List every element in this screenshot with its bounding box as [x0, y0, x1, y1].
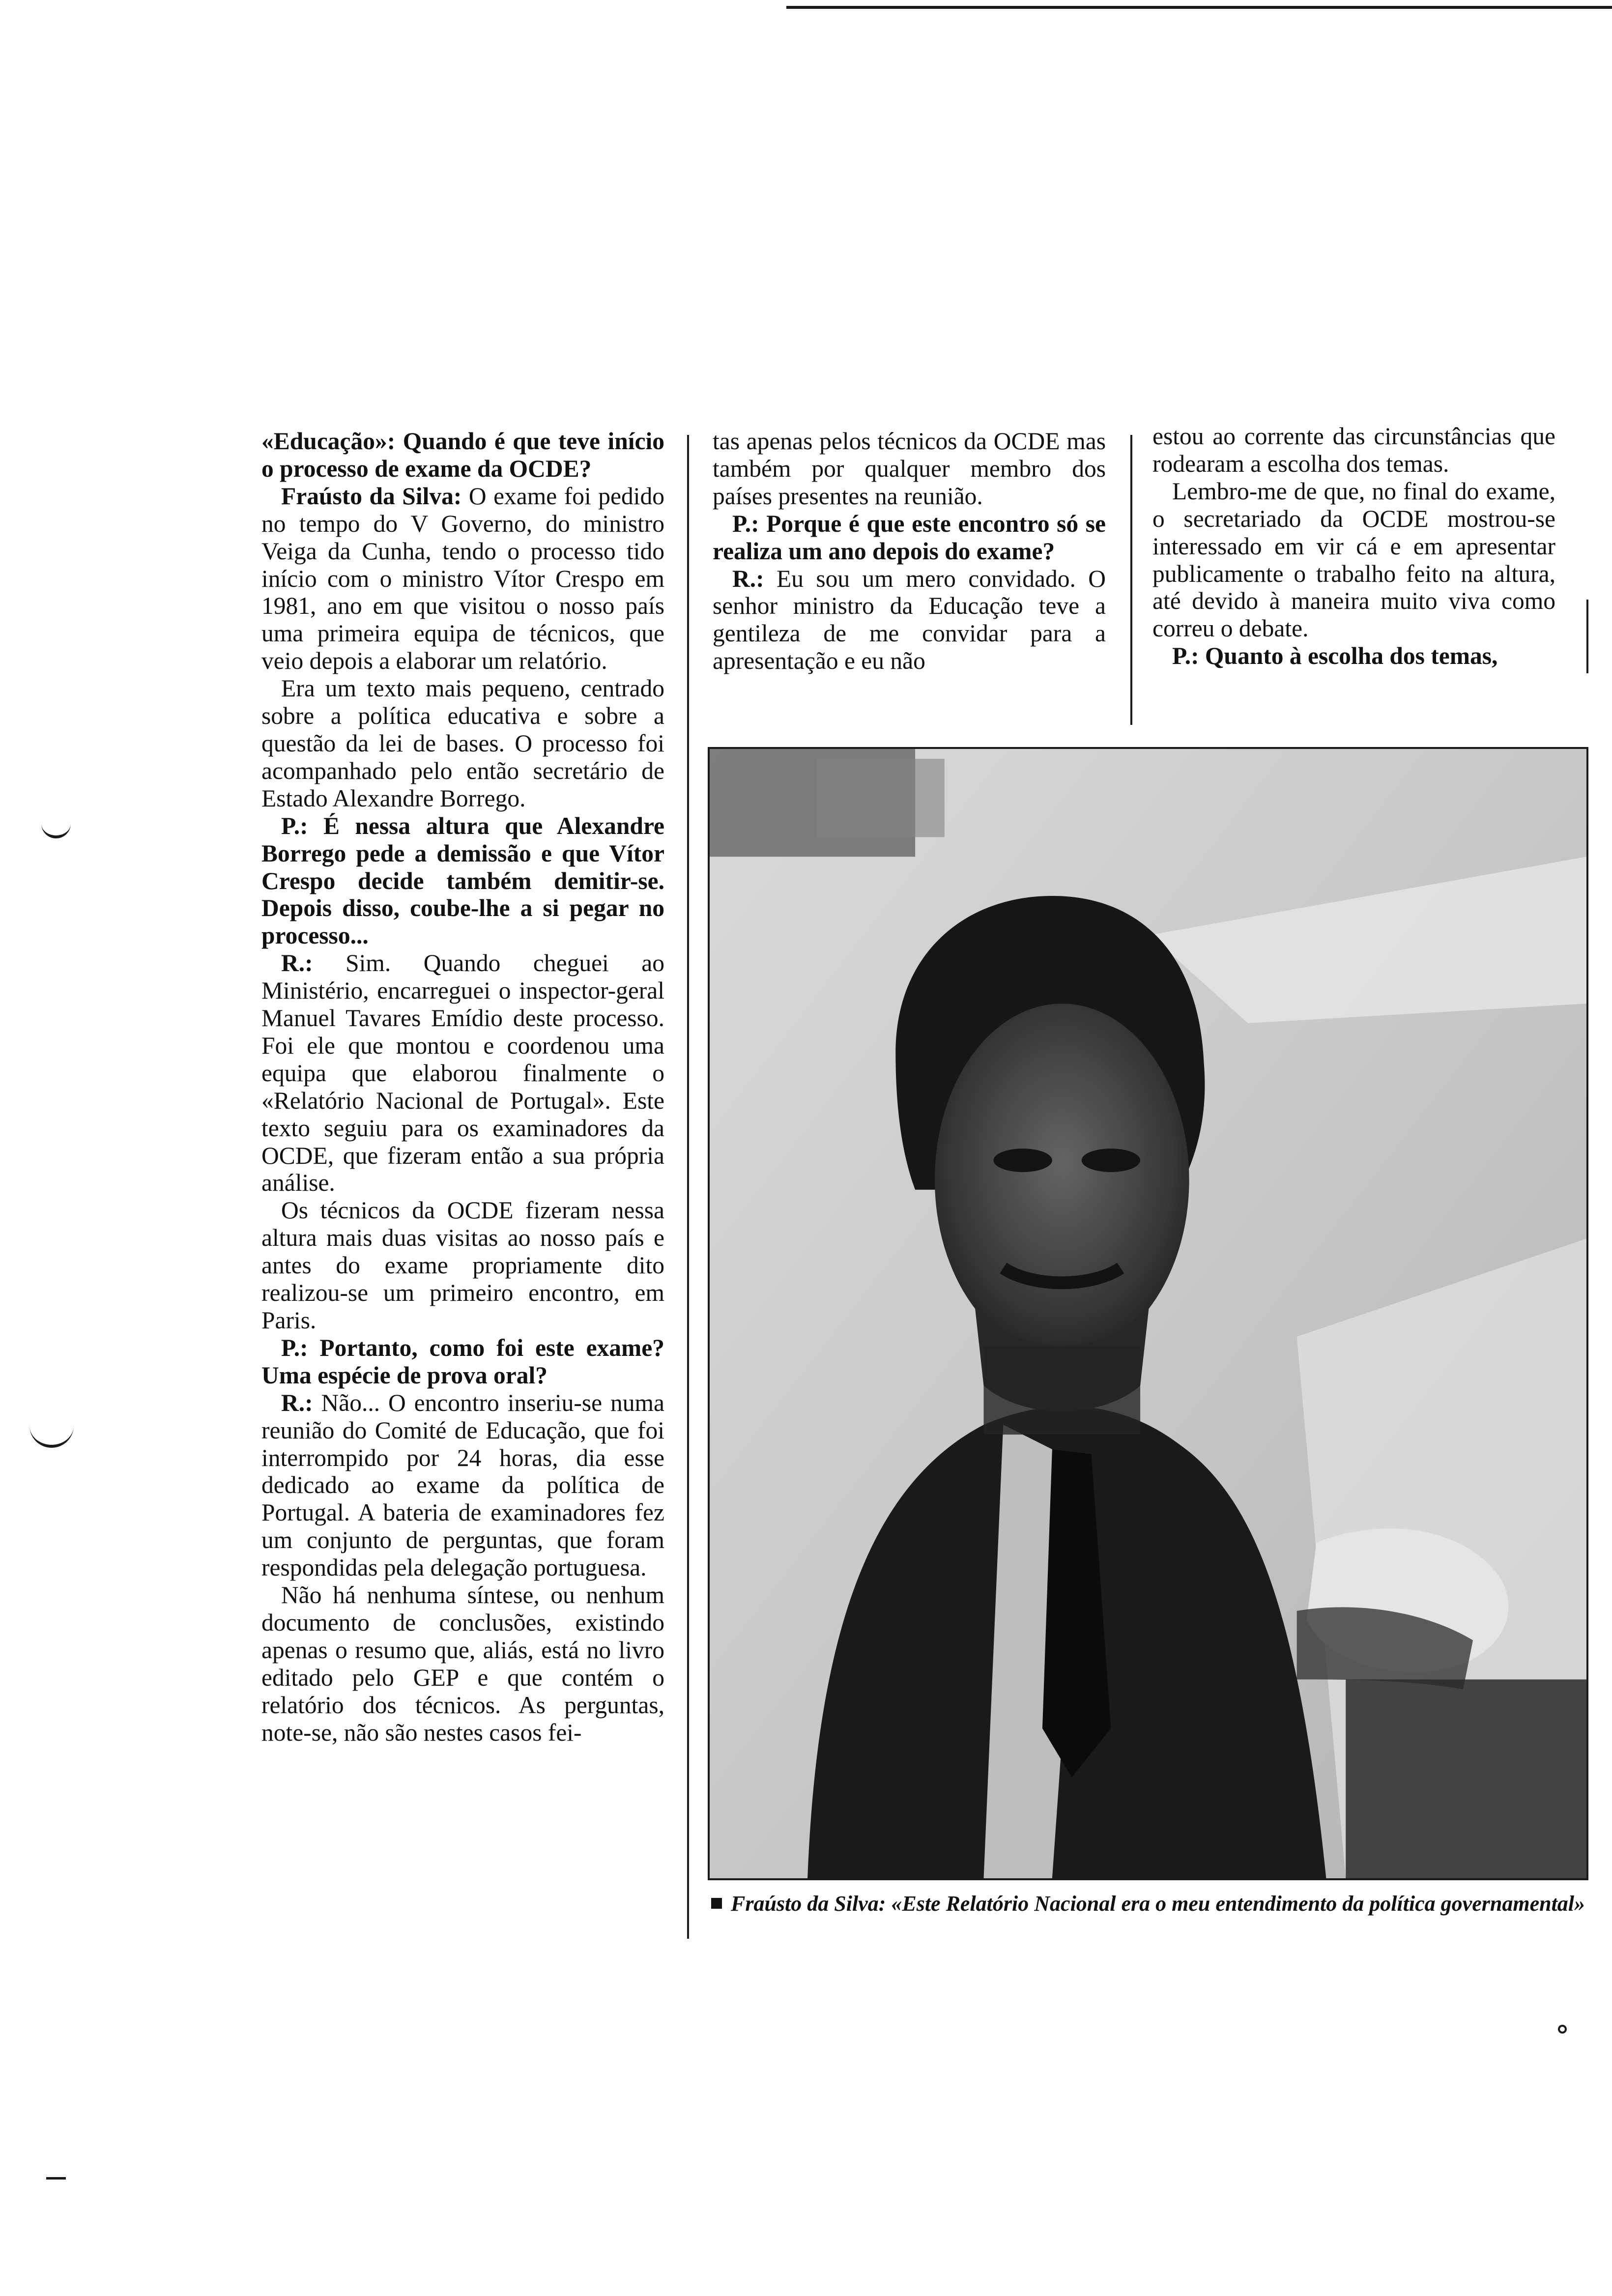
paragraph-1 — [261, 428, 664, 483]
paragraph-text: Não... O encontro inseriu-se numa reunião do Comité de Educação, que foi interrompido por 24 horas, dia esse dedicado ao exame da política de Portugal. A bateria de examinadores fez um conjunto de perguntas, que foram respondidas pela delegação portuguesa. — [261, 1389, 664, 1581]
paragraph-3 — [713, 565, 1106, 675]
paragraph-2 — [1152, 478, 1555, 642]
answer-lead: R.: — [732, 565, 764, 592]
paragraph-3 — [261, 675, 664, 812]
paragraph-3 — [1152, 642, 1555, 670]
paragraph-text: Lembro-me de que, no final do exame, o secretariado da OCDE mostrou-se interessado em vir cá e em apresentar publicamente o trabalho feito na altura, até devido à maneira muito viva como correu o debate. — [1152, 477, 1555, 642]
margin-mark — [46, 2177, 66, 2180]
question-lead: «Educação»: Quando é que teve início o processo de exame da OCDE? — [261, 428, 664, 482]
paragraph-text: Os técnicos da OCDE fizeram nessa altura mais duas visitas ao nosso país e antes do exame propriamente dito realizou-se um primeiro encontro, em Paris. — [261, 1197, 664, 1334]
portrait-illustration — [710, 749, 1586, 1878]
margin-rule — [1586, 600, 1588, 673]
portrait-photo — [708, 747, 1588, 1880]
paragraph-2 — [261, 483, 664, 675]
margin-mark — [1558, 2025, 1567, 2034]
paragraph-text: tas apenas pelos técnicos da OCDE mas também por qualquer membro dos países presentes na reunião. — [713, 428, 1106, 510]
answer-lead: R.: — [281, 949, 313, 977]
column-divider — [687, 435, 689, 1939]
paragraph-6 — [261, 1197, 664, 1334]
paragraph-5 — [261, 949, 664, 1197]
paragraph-7 — [261, 1334, 664, 1389]
paragraph-text: Sim. Quando cheguei ao Ministério, encarreguei o inspector-geral Manuel Tavares Emídio deste processo. Foi ele que montou e coordenou uma equipa que elaborou finalmente o «Relatório Nacional de Portugal». Este texto seguiu para os examinadores da OCDE, que fizeram então a sua própria análise. — [261, 949, 664, 1197]
article-column-3 — [1152, 423, 1555, 727]
question-lead: P.: Quanto à escolha dos temas, — [1172, 642, 1498, 670]
paragraph-8 — [261, 1389, 664, 1581]
paragraph-text: estou ao corrente das circunstâncias que rodearam a escolha dos temas. — [1152, 423, 1555, 477]
question-lead: P.: É nessa altura que Alexandre Borrego pede a demissão e que Vítor Crespo decide também demitir-se. Depois disso, coube-lhe a si pegar no processo... — [261, 812, 664, 949]
article-column-1 — [261, 428, 664, 1922]
caption-bullet-icon — [711, 1898, 722, 1909]
paragraph-text: O exame foi pedido no tempo do V Governo, do ministro Veiga da Cunha, tendo o processo tido início com o ministro Vítor Crespo em 1981, ano em que visitou o nosso país uma primeira equipa de técnicos, que veio depois a elaborar um relatório. — [261, 482, 664, 675]
question-lead: P.: Porque é que este encontro só se realiza um ano depois do exame? — [713, 510, 1106, 565]
caption-text: Fraústo da Silva: «Este Relatório Nacional era o meu entendimento da política governamental» — [730, 1892, 1585, 1916]
question-lead: P.: Portanto, como foi este exame? Uma espécie de prova oral? — [261, 1334, 664, 1389]
paragraph-1 — [713, 428, 1106, 510]
speaker-lead: Fraústo da Silva: — [281, 482, 462, 510]
answer-lead: R.: — [281, 1389, 313, 1416]
paragraph-text: Eu sou um mero convidado. O senhor ministro da Educação teve a gentileza de me convidar para a apresentação e eu não — [713, 565, 1106, 675]
photo-caption — [708, 1891, 1588, 1917]
paragraph-text: Não há nenhuma síntese, ou nenhum documento de conclusões, existindo apenas o resumo que, aliás, está no livro editado pelo GEP e que contém o relatório dos técnicos. As perguntas, note-se, não são nestes casos fei- — [261, 1581, 664, 1746]
article-column-2 — [713, 428, 1106, 732]
paragraph-2 — [713, 510, 1106, 565]
margin-mark — [41, 806, 71, 838]
column-divider — [1130, 435, 1132, 725]
margin-mark — [29, 1415, 74, 1448]
paragraph-4 — [261, 812, 664, 950]
paragraph-text: Era um texto mais pequeno, centrado sobre a política educativa e sobre a questão da lei de bases. O processo foi acompanhado pelo então secretário de Estado Alexandre Borrego. — [261, 675, 664, 812]
paragraph-9 — [261, 1581, 664, 1746]
paragraph-1 — [1152, 423, 1555, 478]
top-rule — [786, 6, 1612, 9]
